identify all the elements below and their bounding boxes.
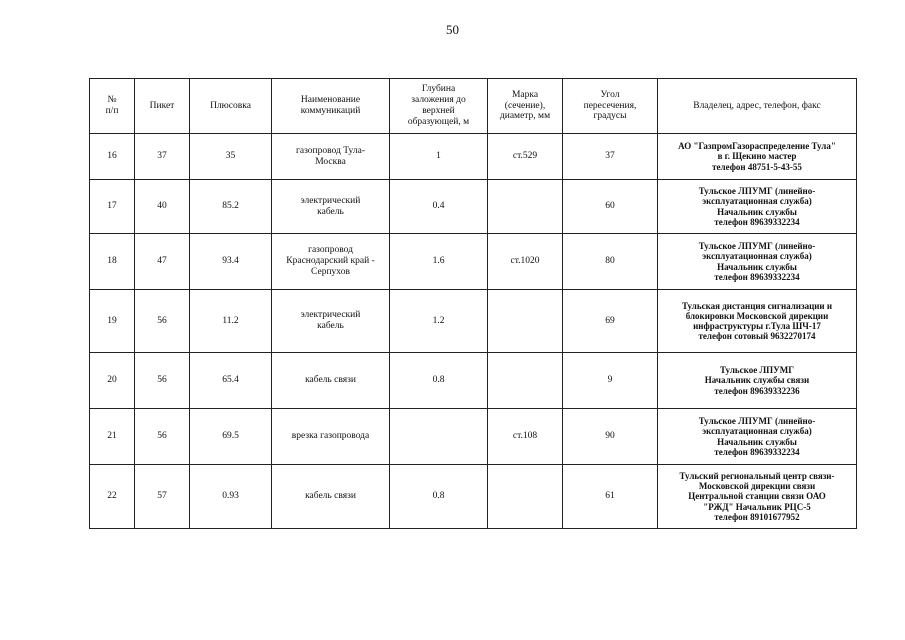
cell-plus: 85.2	[190, 180, 272, 234]
header-grade-diameter: Марка (сечение), диаметр, мм	[488, 79, 563, 134]
cell-owner: Тульская дистанция сигнализации и блокировки Московской дирекции инфраструктуры г.Тула ШЧ-17 телефон сотовый 9632270174	[658, 290, 857, 353]
cell-owner: АО "ГазпромГазораспределение Тула" в г. Щекино мастер телефон 48751-5-43-55	[658, 134, 857, 180]
header-picket: Пикет	[135, 79, 190, 134]
cell-depth: 1.2	[390, 290, 488, 353]
header-owner: Владелец, адрес, телефон, факс	[658, 79, 857, 134]
cell-plus: 93.4	[190, 234, 272, 290]
cell-picket: 56	[135, 409, 190, 465]
cell-number: 21	[90, 409, 135, 465]
cell-crossing-angle: 37	[563, 134, 658, 180]
cell-picket: 37	[135, 134, 190, 180]
cell-grade-diameter	[488, 290, 563, 353]
page-number: 50	[446, 22, 459, 37]
cell-depth: 0.8	[390, 465, 488, 529]
cell-picket: 56	[135, 353, 190, 409]
cell-number: 18	[90, 234, 135, 290]
cell-depth: 0.8	[390, 353, 488, 409]
header-depth: Глубина заложения до верхней образующей, м	[390, 79, 488, 134]
cell-crossing-angle: 9	[563, 353, 658, 409]
table-row	[90, 409, 857, 465]
header-communication-name: Наименование коммуникаций	[272, 79, 390, 134]
cell-number: 20	[90, 353, 135, 409]
cell-grade-diameter	[488, 180, 563, 234]
cell-plus: 65.4	[190, 353, 272, 409]
cell-plus: 11.2	[190, 290, 272, 353]
cell-owner: Тульское ЛПУМГ (линейно- эксплуатационная служба) Начальник службы телефон 89639332234	[658, 180, 857, 234]
table-row	[90, 353, 857, 409]
header-number: № п/п	[90, 79, 135, 134]
cell-number: 17	[90, 180, 135, 234]
cell-owner: Тульское ЛПУМГ (линейно- эксплуатационная служба) Начальник службы телефон 89639332234	[658, 234, 857, 290]
cell-picket: 47	[135, 234, 190, 290]
cell-plus: 35	[190, 134, 272, 180]
cell-depth: 1	[390, 134, 488, 180]
cell-communication-name: газопровод Тула- Москва	[272, 134, 390, 180]
communications-table	[89, 78, 857, 529]
table-row	[90, 465, 857, 529]
cell-communication-name: газопровод Краснодарский край - Серпухов	[272, 234, 390, 290]
header-plus: Плюсовка	[190, 79, 272, 134]
cell-crossing-angle: 80	[563, 234, 658, 290]
table-row	[90, 290, 857, 353]
cell-grade-diameter	[488, 465, 563, 529]
table-row	[90, 134, 857, 180]
cell-owner: Тульское ЛПУМГ Начальник службы связи телефон 89639332236	[658, 353, 857, 409]
cell-plus: 69.5	[190, 409, 272, 465]
header-crossing-angle: Угол пересечения, градусы	[563, 79, 658, 134]
cell-depth	[390, 409, 488, 465]
cell-owner: Тульское ЛПУМГ (линейно- эксплуатационная служба) Начальник службы телефон 89639332234	[658, 409, 857, 465]
table-header-row	[90, 79, 857, 134]
cell-crossing-angle: 69	[563, 290, 658, 353]
cell-grade-diameter	[488, 353, 563, 409]
cell-picket: 57	[135, 465, 190, 529]
cell-depth: 1.6	[390, 234, 488, 290]
cell-crossing-angle: 90	[563, 409, 658, 465]
cell-grade-diameter: ст.529	[488, 134, 563, 180]
cell-grade-diameter: ст.1020	[488, 234, 563, 290]
cell-number: 19	[90, 290, 135, 353]
cell-number: 22	[90, 465, 135, 529]
cell-owner: Тульский региональный центр связи- Московской дирекции связи Центральной станции связи ОАО "РЖД" Начальник РЦС-5 телефон 89101677952	[658, 465, 857, 529]
table-row	[90, 180, 857, 234]
cell-communication-name: врезка газопровода	[272, 409, 390, 465]
cell-picket: 56	[135, 290, 190, 353]
cell-communication-name: кабель связи	[272, 465, 390, 529]
cell-crossing-angle: 60	[563, 180, 658, 234]
table-row	[90, 234, 857, 290]
cell-crossing-angle: 61	[563, 465, 658, 529]
cell-communication-name: электрический кабель	[272, 290, 390, 353]
cell-number: 16	[90, 134, 135, 180]
cell-depth: 0.4	[390, 180, 488, 234]
cell-picket: 40	[135, 180, 190, 234]
cell-grade-diameter: ст.108	[488, 409, 563, 465]
cell-plus: 0.93	[190, 465, 272, 529]
cell-communication-name: электрический кабель	[272, 180, 390, 234]
cell-communication-name: кабель связи	[272, 353, 390, 409]
